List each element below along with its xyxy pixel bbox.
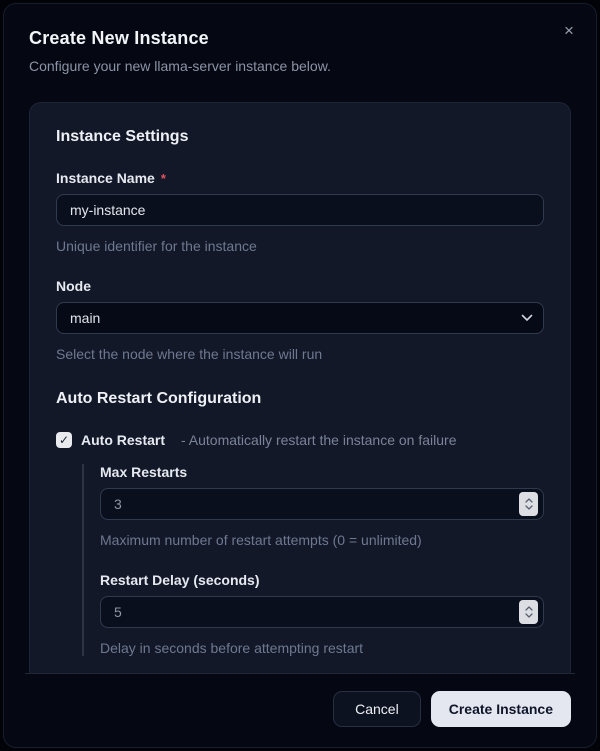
restart-delay-stepper[interactable]	[519, 600, 538, 624]
max-restarts-help: Maximum number of restart attempts (0 = unlimited)	[100, 532, 422, 548]
auto-restart-heading: Auto Restart Configuration	[56, 390, 262, 407]
chevron-down-icon	[525, 505, 533, 510]
auto-restart-options-group	[82, 464, 544, 656]
dialog-footer	[4, 674, 596, 747]
restart-delay-input[interactable]	[101, 597, 519, 627]
instance-settings-heading: Instance Settings	[56, 128, 189, 145]
max-restarts-field	[100, 464, 544, 548]
max-restarts-stepper[interactable]	[519, 492, 538, 516]
chevron-down-icon	[525, 613, 533, 618]
restart-delay-help: Delay in seconds before attempting restart	[100, 640, 364, 656]
auto-restart-checkbox[interactable]	[56, 432, 72, 448]
node-help: Select the node where the instance will run	[56, 346, 323, 362]
max-restarts-input[interactable]	[101, 489, 519, 519]
instance-settings-card	[29, 102, 571, 673]
restart-delay-label: Restart Delay (seconds)	[100, 572, 260, 588]
instance-name-input[interactable]	[56, 194, 544, 226]
cancel-button[interactable]: Cancel	[333, 691, 421, 727]
dialog-title: Create New Instance	[29, 28, 209, 48]
instance-name-label: Instance Name *	[56, 170, 166, 186]
auto-restart-label: Auto Restart	[81, 432, 166, 448]
create-instance-dialog	[3, 3, 597, 748]
auto-restart-description: - Automatically restart the instance on failure	[181, 432, 457, 448]
dialog-header	[4, 4, 596, 74]
auto-restart-row	[56, 432, 544, 448]
node-field	[56, 278, 544, 362]
chevron-up-icon	[525, 498, 533, 503]
max-restarts-label: Max Restarts	[100, 464, 188, 480]
create-instance-button[interactable]: Create Instance	[431, 691, 571, 727]
close-icon: ×	[564, 21, 574, 40]
chevron-up-icon	[525, 606, 533, 611]
restart-delay-field	[100, 572, 544, 656]
instance-name-help: Unique identifier for the instance	[56, 238, 257, 254]
dialog-scroll-area[interactable]	[4, 74, 596, 673]
instance-name-field	[56, 170, 544, 254]
node-select[interactable]	[56, 302, 544, 334]
node-label: Node	[56, 278, 91, 294]
check-icon: ✓	[58, 433, 70, 447]
close-button[interactable]	[558, 20, 580, 42]
required-asterisk: *	[160, 171, 166, 186]
dialog-subtitle: Configure your new llama-server instance below.	[29, 58, 331, 74]
